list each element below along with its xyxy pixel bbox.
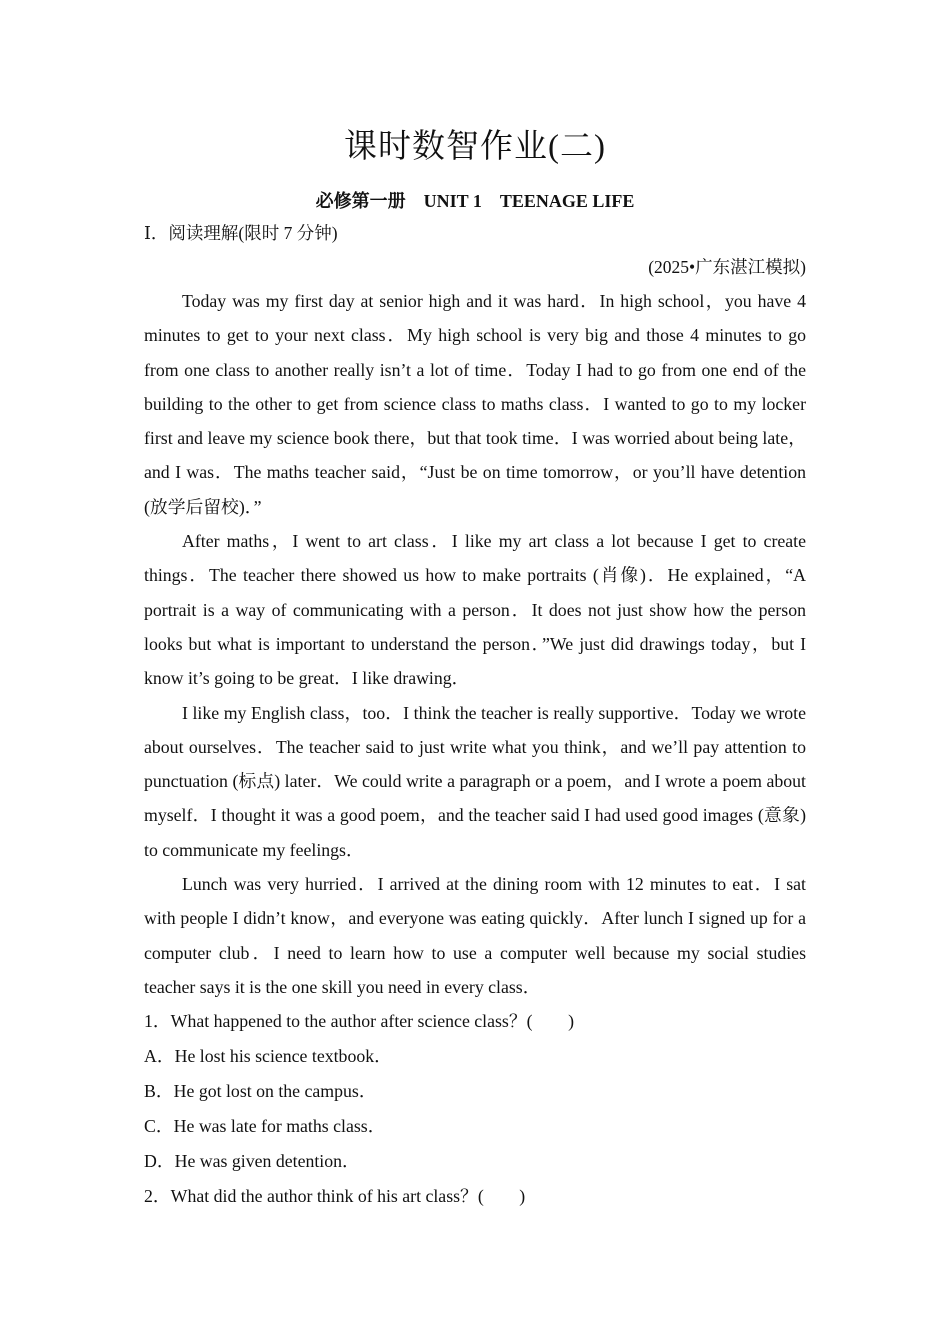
- answer-option-d: D．He was given detention．: [144, 1151, 360, 1172]
- page-subtitle: 必修第一册 UNIT 1 TEENAGE LIFE: [315, 191, 635, 211]
- answer-option-c: C．He was late for maths class．: [144, 1116, 386, 1137]
- answer-option-b: B．He got lost on the campus．: [144, 1081, 377, 1102]
- section-heading: Ⅰ．阅读理解(限时 7 分钟): [144, 223, 338, 243]
- passage-paragraph: Today was my first day at senior high and it was hard．In high school，you have 4 minutes to get to your next class．My high school is very big and those 4 minutes to go from one class to another really isn’t a lot of time．Today I had to go from one end of the building to the other to get from science class to maths class．I wanted to go to my locker first and leave my science book there，but that took time．I was worried about being late，and I was．The maths teacher said，“Just be on time tomorrow，or you’ll have detention (放学后留校)．”: [144, 291, 806, 517]
- source-note: (2025•广东湛江模拟): [648, 257, 806, 277]
- question-stem: 1．What happened to the author after science class？( ): [144, 1011, 575, 1032]
- passage-paragraph: After maths，I went to art class．I like my art class a lot because I get to create things．The teacher there showed us how to make portraits (肖像)．He explained，“A portrait is a way of communicating with a person．It does not just show how the person looks but what is important to understand the person．”We just did drawings today，but I know it’s going to be great．I like drawing．: [144, 531, 806, 689]
- reading-passage: [144, 284, 806, 1004]
- question-2: [144, 1179, 806, 1214]
- question-stem: 2．What did the author think of his art class？( ): [144, 1186, 526, 1207]
- document-page: [144, 118, 806, 1214]
- question-1: [144, 1004, 806, 1179]
- passage-paragraph: I like my English class，too．I think the teacher is really supportive．Today we wrote about ourselves．The teacher said to just write what you think，and we’ll pay attention to punctuation (标点) later．We could write a paragraph or a poem，and I wrote a poem about myself．I thought it was a good poem，and the teacher said I had used good images (意象) to communicate my feelings．: [144, 702, 806, 860]
- page-title: 课时数智作业(二): [344, 129, 606, 165]
- answer-option-a: A．He lost his science textbook．: [144, 1046, 392, 1067]
- passage-paragraph: Lunch was very hurried．I arrived at the dining room with 12 minutes to eat．I sat with people I didn’t know，and everyone was eating quickly．After lunch I signed up for a computer club．I need to learn how to use a computer well because my social studies teacher says it is the one skill you need in every class．: [144, 874, 806, 997]
